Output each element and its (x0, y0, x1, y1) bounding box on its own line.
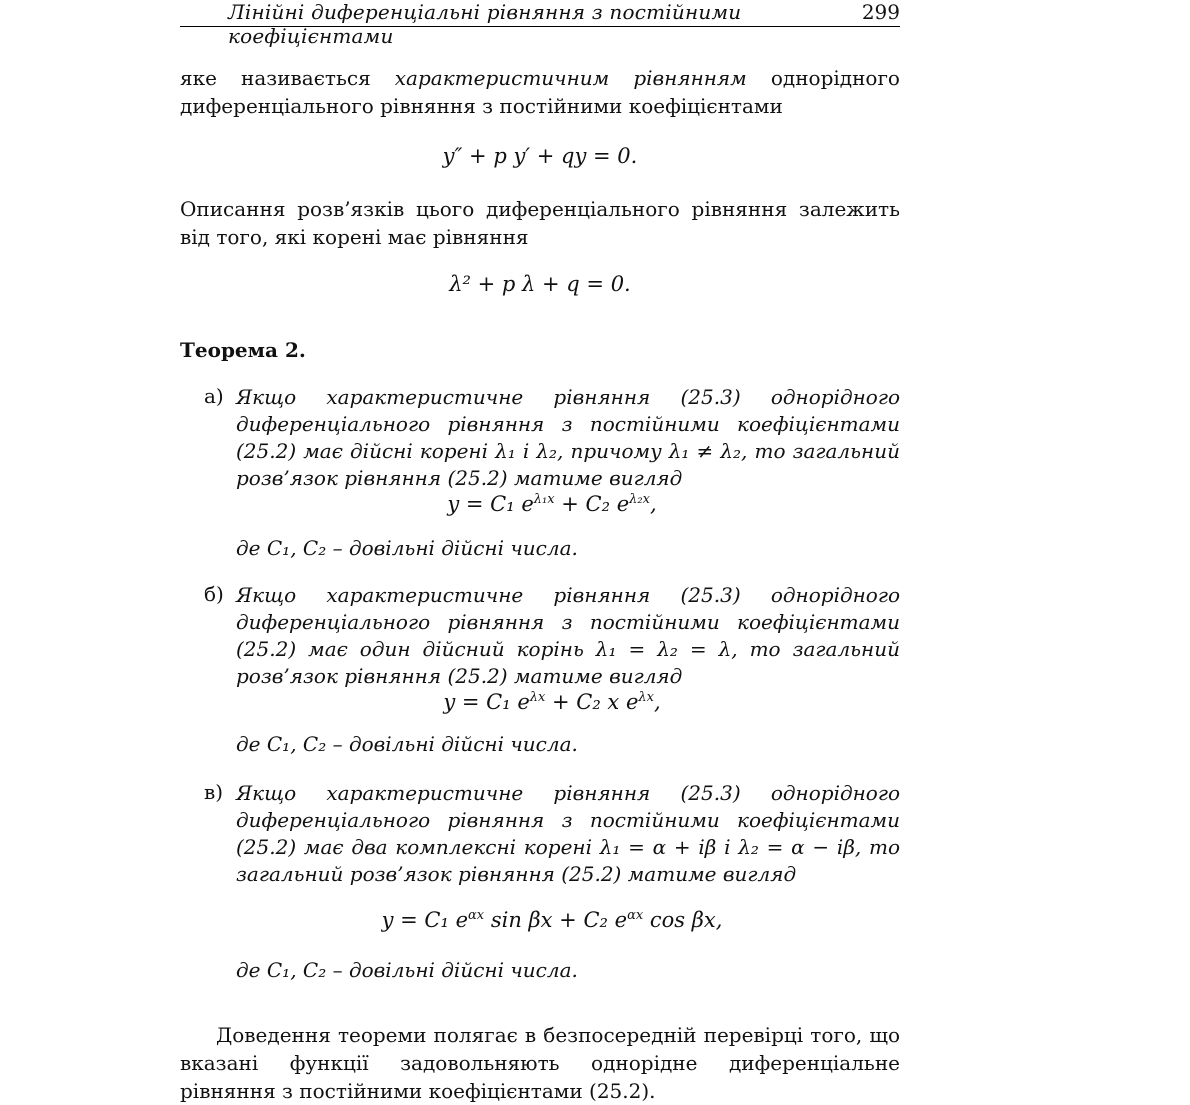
item-formula: y = C₁ $e^{\lambda_1x} + C_2$ $e^{\lambda_2x}$, (447, 492, 657, 516)
theorem-title: Теорема 2. (180, 338, 306, 362)
header-title: Лінійні диференціальні рівняння з постійними коефіцієнтами (228, 0, 742, 48)
item-label: б) (204, 582, 224, 606)
intro-paragraph (180, 64, 900, 120)
item-note: де C₁, C₂ – довільні дійсні числа. (236, 958, 578, 982)
item-note: де C₁, C₂ – довільні дійсні числа. (236, 536, 578, 560)
page-number: 299 (861, 0, 900, 24)
intro-text-before: яке називається (180, 66, 395, 90)
running-header (180, 0, 900, 48)
item-label: а) (204, 384, 224, 408)
description-paragraph: Описання розв’язків цього диференціального рівняння залежить від того, які корені має рівняння (180, 197, 900, 249)
intro-term: характеристичним рівнянням (394, 66, 747, 90)
item-formula: y = C₁ $e^{\alpha x}$ sin βx + C₂ $e^{\alpha x}$ cos βx, (381, 908, 723, 932)
item-formula: y = C₁ $e^{\lambda x} + C_2$ x $e^{\lambda x}$, (443, 690, 661, 714)
item-note: де C₁, C₂ – довільні дійсні числа. (236, 732, 578, 756)
equation-characteristic: λ² + p λ + q = 0. (449, 272, 631, 296)
item-label: в) (204, 780, 224, 804)
item-text: Якщо характеристичне рівняння (25.3) однорідного диференціального рівняння з постійними коефіцієнтами (25.2) має два комплексні корені λ₁ = α + iβ і λ₂ = α − iβ, то загальний розв’язок рівняння (25.2) матиме вигляд (236, 781, 900, 886)
intro-text-after: однорідного диференціального рівняння з постійними коефіцієнтами (180, 66, 900, 118)
proof-paragraph: Доведення теореми полягає в безпосередній перевірці того, що вказані функції задовольняють однорідне диференціальне рівняння з постійними коефіцієнтами (25.2). (180, 1023, 900, 1103)
item-text: Якщо характеристичне рівняння (25.3) однорідного диференціального рівняння з постійними коефіцієнтами (25.2) має один дійсний корінь λ₁ = λ₂ = λ, то загальний розв’язок рівняння (25.2) матиме вигляд (236, 583, 900, 688)
item-text: Якщо характеристичне рівняння (25.3) однорідного диференціального рівняння з постійними коефіцієнтами (25.2) має дійсні корені λ₁ і λ₂, причому λ₁ ≠ λ₂, то загальний розв’язок рівняння (25.2) матиме вигляд (236, 385, 900, 490)
equation-differential: y″ + p y′ + qy = 0. (442, 144, 638, 168)
